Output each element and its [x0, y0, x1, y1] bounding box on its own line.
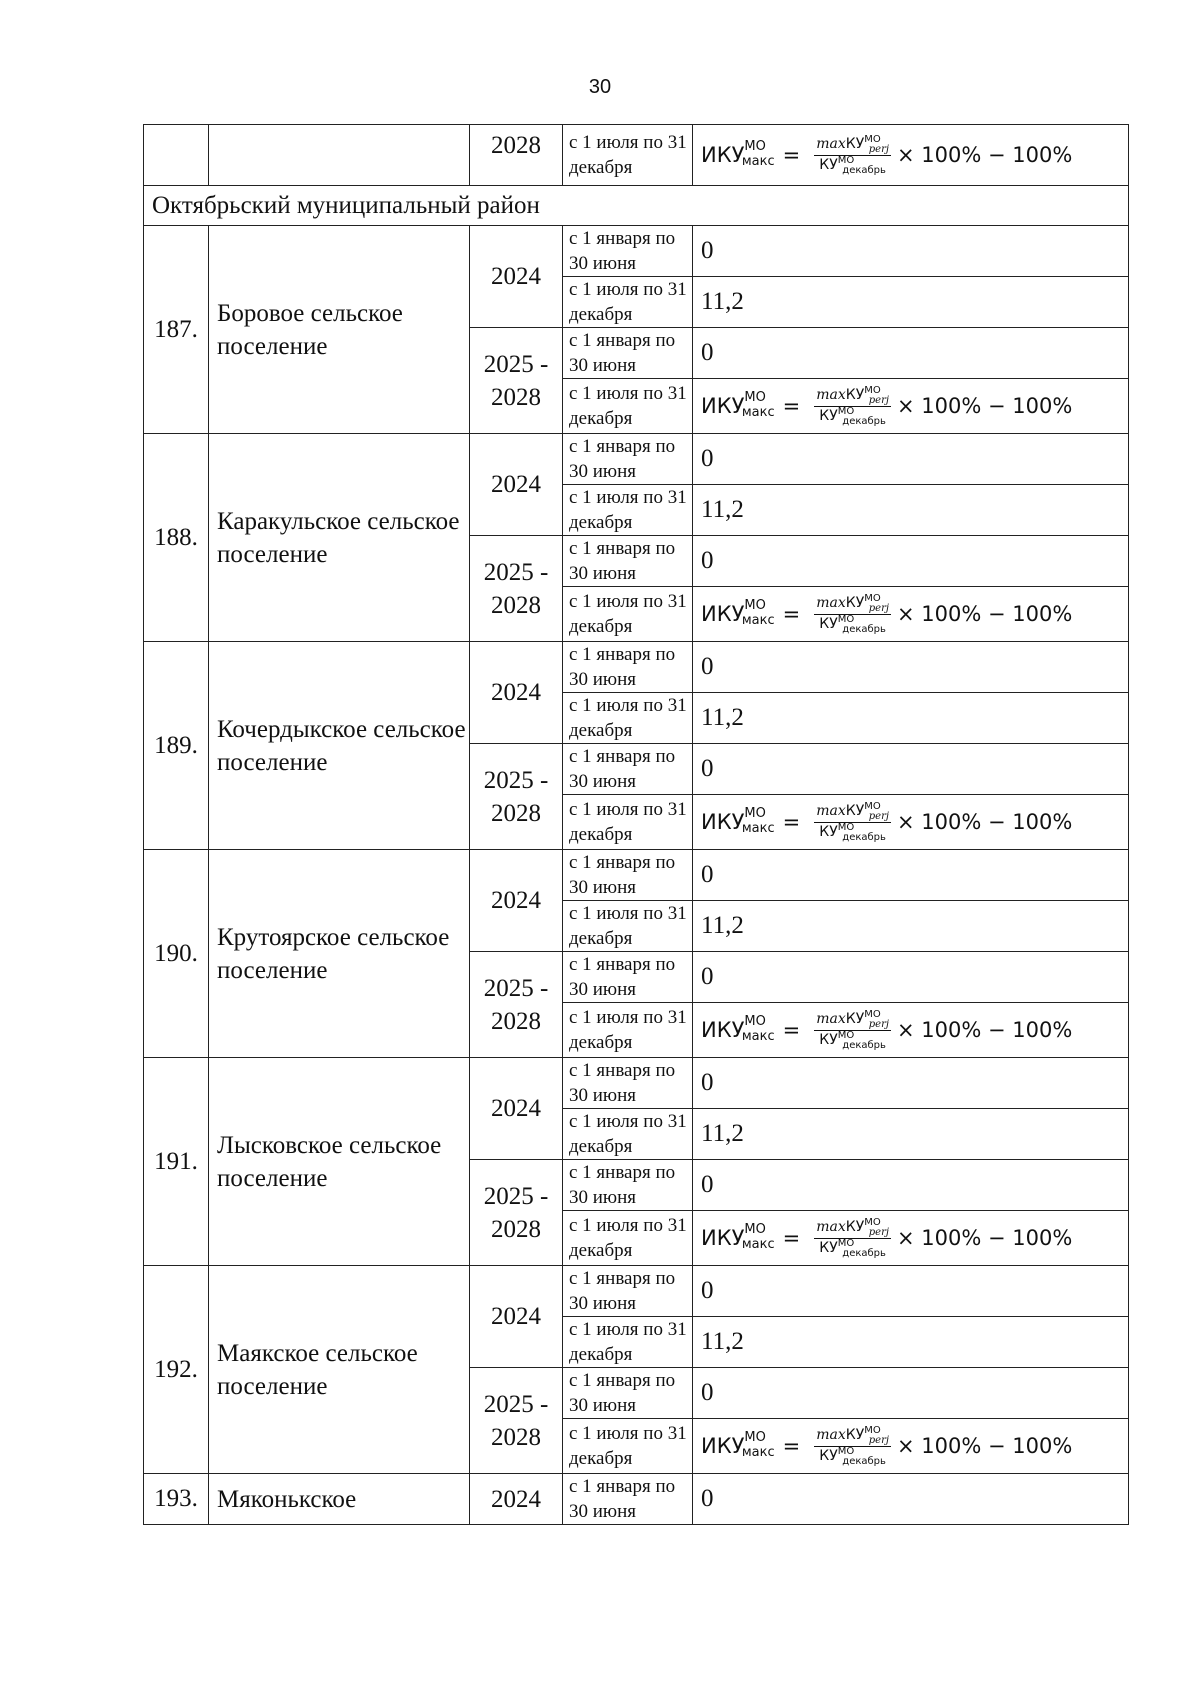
formula-numerator: maxКУ$^{МО}_{perj}$	[816, 1216, 889, 1238]
page-number: 30	[588, 76, 612, 98]
formula-cell	[693, 379, 1129, 434]
table-row	[144, 226, 1129, 277]
formula-ik-sup: МО	[744, 1221, 766, 1237]
cell-empty	[209, 125, 470, 186]
formula-numerator: maxКУ$^{МО}_{perj}$	[816, 1008, 889, 1030]
value-cell: 0	[693, 744, 1129, 795]
value-cell: 0	[693, 328, 1129, 379]
formula-fraction	[814, 802, 891, 843]
formula-ik-sup: МО	[744, 1429, 766, 1445]
period-cell: с 1 января по 30 июня	[563, 1368, 693, 1419]
formula-ik: ИКУ	[701, 1226, 745, 1250]
formula-eq: =	[782, 394, 801, 418]
year-cell: 2024	[470, 1474, 563, 1525]
value-cell: 11,2	[693, 485, 1129, 536]
period-cell: с 1 января по 30 июня	[563, 850, 693, 901]
formula-cell	[693, 1419, 1129, 1474]
formula-fraction	[814, 594, 891, 635]
year-cell: 2024	[470, 226, 563, 328]
formula-ik-sub: макс	[741, 404, 775, 420]
period-cell: с 1 января по 30 июня	[563, 1160, 693, 1211]
year-cell: 2025 - 2028	[470, 328, 563, 434]
formula-fraction	[814, 1426, 891, 1467]
year-cell: 2028	[470, 125, 563, 186]
district-row	[144, 186, 1129, 226]
formula-ik: ИКУ	[701, 1018, 745, 1042]
table-row	[144, 642, 1129, 693]
formula-eq: =	[782, 602, 801, 626]
period-cell: с 1 июля по 31 декабря	[563, 1419, 693, 1474]
period-cell: с 1 июля по 31 декабря	[563, 795, 693, 850]
formula-ik-sub: макс	[741, 820, 775, 836]
formula-ik: ИКУ	[701, 394, 745, 418]
formula-ik-sub: макс	[741, 1028, 775, 1044]
formula-cell	[693, 1003, 1129, 1058]
value-cell: 11,2	[693, 901, 1129, 952]
formula-tail: × 100% − 100%	[896, 143, 1073, 167]
year-cell: 2025 - 2028	[470, 1160, 563, 1266]
formula-denominator: $КУ^{МО}_{декабрь}$	[819, 154, 886, 176]
formula-cell	[693, 1211, 1129, 1266]
period-cell: с 1 января по 30 июня	[563, 226, 693, 277]
formula-ik-sub: макс	[741, 153, 775, 169]
settlement-name: Маякское сельское поселение	[209, 1266, 470, 1474]
value-cell: 0	[693, 226, 1129, 277]
table-row	[144, 1474, 1129, 1525]
table-row	[144, 850, 1129, 901]
value-cell: 11,2	[693, 693, 1129, 744]
formula-ik: ИКУ	[701, 602, 745, 626]
row-number: 189.	[144, 642, 209, 850]
value-cell: 11,2	[693, 1109, 1129, 1160]
period-cell: с 1 июля по 31 декабря	[563, 485, 693, 536]
tariff-table	[143, 124, 1129, 1525]
settlement-name: Каракульское сельское поселение	[209, 434, 470, 642]
settlement-name: Боровое сельское поселение	[209, 226, 470, 434]
value-cell: 0	[693, 952, 1129, 1003]
formula-ik: ИКУ	[701, 143, 745, 167]
formula-tail: × 100% − 100%	[896, 1226, 1073, 1250]
formula-numerator: maxКУ$^{МО}_{perj}$	[816, 592, 889, 614]
row-number: 190.	[144, 850, 209, 1058]
formula-ik-sub: макс	[741, 612, 775, 628]
formula-eq: =	[782, 810, 801, 834]
year-cell: 2025 - 2028	[470, 536, 563, 642]
formula-ik: ИКУ	[701, 810, 745, 834]
settlement-name: Мяконькское	[209, 1474, 470, 1525]
value-cell: 0	[693, 642, 1129, 693]
year-cell: 2025 - 2028	[470, 952, 563, 1058]
period-cell: с 1 июля по 31 декабря	[563, 379, 693, 434]
row-number: 193.	[144, 1474, 209, 1525]
formula-denominator: $КУ^{МО}_{декабрь}$	[819, 405, 886, 427]
period-cell: с 1 июля по 31 декабря	[563, 901, 693, 952]
year-cell: 2024	[470, 1266, 563, 1368]
row-number: 191.	[144, 1058, 209, 1266]
formula-tail: × 100% − 100%	[896, 394, 1073, 418]
formula-numerator: maxКУ$^{МО}_{perj}$	[816, 1424, 889, 1446]
period-cell: с 1 июля по 31 декабря	[563, 125, 693, 186]
formula-tail: × 100% − 100%	[896, 1434, 1073, 1458]
formula-tail: × 100% − 100%	[896, 1018, 1073, 1042]
period-cell: с 1 января по 30 июня	[563, 1058, 693, 1109]
row-number: 187.	[144, 226, 209, 434]
district-header: Октябрьский муниципальный район	[144, 186, 1129, 226]
table-row	[144, 434, 1129, 485]
formula	[693, 1218, 1128, 1259]
year-cell: 2025 - 2028	[470, 744, 563, 850]
value-cell: 11,2	[693, 1317, 1129, 1368]
value-cell: 0	[693, 434, 1129, 485]
formula	[693, 594, 1128, 635]
formula-eq: =	[782, 143, 801, 167]
period-cell: с 1 января по 30 июня	[563, 1474, 693, 1525]
formula-fraction	[814, 386, 891, 427]
table-row	[144, 1266, 1129, 1317]
formula-numerator: maxКУ$^{МО}_{perj}$	[816, 133, 889, 155]
formula-denominator: $КУ^{МО}_{декабрь}$	[819, 1029, 886, 1051]
period-cell: с 1 января по 30 июня	[563, 328, 693, 379]
period-cell: с 1 января по 30 июня	[563, 536, 693, 587]
value-cell: 0	[693, 1058, 1129, 1109]
value-cell: 11,2	[693, 277, 1129, 328]
value-cell: 0	[693, 1160, 1129, 1211]
formula-tail: × 100% − 100%	[896, 810, 1073, 834]
formula	[693, 802, 1128, 843]
settlement-name: Кочердыкское сельское поселение	[209, 642, 470, 850]
period-cell: с 1 июля по 31 декабря	[563, 587, 693, 642]
period-cell: с 1 июля по 31 декабря	[563, 1109, 693, 1160]
formula	[693, 1010, 1128, 1051]
value-cell: 0	[693, 536, 1129, 587]
period-cell: с 1 января по 30 июня	[563, 434, 693, 485]
formula-denominator: $КУ^{МО}_{декабрь}$	[819, 613, 886, 635]
formula-eq: =	[782, 1434, 801, 1458]
formula-fraction	[814, 1010, 891, 1051]
value-cell: 0	[693, 1368, 1129, 1419]
row-number: 188.	[144, 434, 209, 642]
formula-eq: =	[782, 1226, 801, 1250]
formula-ik-sup: МО	[744, 597, 766, 613]
period-cell: с 1 июля по 31 декабря	[563, 693, 693, 744]
formula-fraction	[814, 135, 891, 176]
year-cell: 2024	[470, 1058, 563, 1160]
formula-denominator: $КУ^{МО}_{декабрь}$	[819, 1237, 886, 1259]
formula-denominator: $КУ^{МО}_{декабрь}$	[819, 1445, 886, 1467]
settlement-name: Лысковское сельское поселение	[209, 1058, 470, 1266]
formula-ik-sub: макс	[741, 1444, 775, 1460]
year-cell: 2025 - 2028	[470, 1368, 563, 1474]
formula-ik-sub: макс	[741, 1236, 775, 1252]
formula	[693, 135, 1128, 176]
formula-ik-sup: МО	[744, 389, 766, 405]
formula-ik-sup: МО	[744, 138, 766, 154]
value-cell: 0	[693, 850, 1129, 901]
formula-cell	[693, 125, 1129, 186]
formula-tail: × 100% − 100%	[896, 602, 1073, 626]
formula-eq: =	[782, 1018, 801, 1042]
formula-cell	[693, 795, 1129, 850]
formula-numerator: maxКУ$^{МО}_{perj}$	[816, 384, 889, 406]
period-cell: с 1 января по 30 июня	[563, 952, 693, 1003]
formula-cell	[693, 587, 1129, 642]
year-cell: 2024	[470, 642, 563, 744]
period-cell: с 1 июля по 31 декабря	[563, 1211, 693, 1266]
year-cell: 2024	[470, 850, 563, 952]
formula-fraction	[814, 1218, 891, 1259]
period-cell: с 1 января по 30 июня	[563, 744, 693, 795]
settlement-name: Крутоярское сельское поселение	[209, 850, 470, 1058]
formula-ik-sup: МО	[744, 805, 766, 821]
year-cell: 2024	[470, 434, 563, 536]
table-row	[144, 1058, 1129, 1109]
row-number: 192.	[144, 1266, 209, 1474]
value-cell: 0	[693, 1474, 1129, 1525]
period-cell: с 1 января по 30 июня	[563, 1266, 693, 1317]
cell-empty	[144, 125, 209, 186]
formula-numerator: maxКУ$^{МО}_{perj}$	[816, 800, 889, 822]
value-cell: 0	[693, 1266, 1129, 1317]
formula-ik: ИКУ	[701, 1434, 745, 1458]
period-cell: с 1 января по 30 июня	[563, 642, 693, 693]
period-cell: с 1 июля по 31 декабря	[563, 1003, 693, 1058]
formula-denominator: $КУ^{МО}_{декабрь}$	[819, 821, 886, 843]
period-cell: с 1 июля по 31 декабря	[563, 1317, 693, 1368]
period-cell: с 1 июля по 31 декабря	[563, 277, 693, 328]
formula	[693, 1426, 1128, 1467]
table-row	[144, 125, 1129, 186]
formula-ik-sup: МО	[744, 1013, 766, 1029]
formula	[693, 386, 1128, 427]
